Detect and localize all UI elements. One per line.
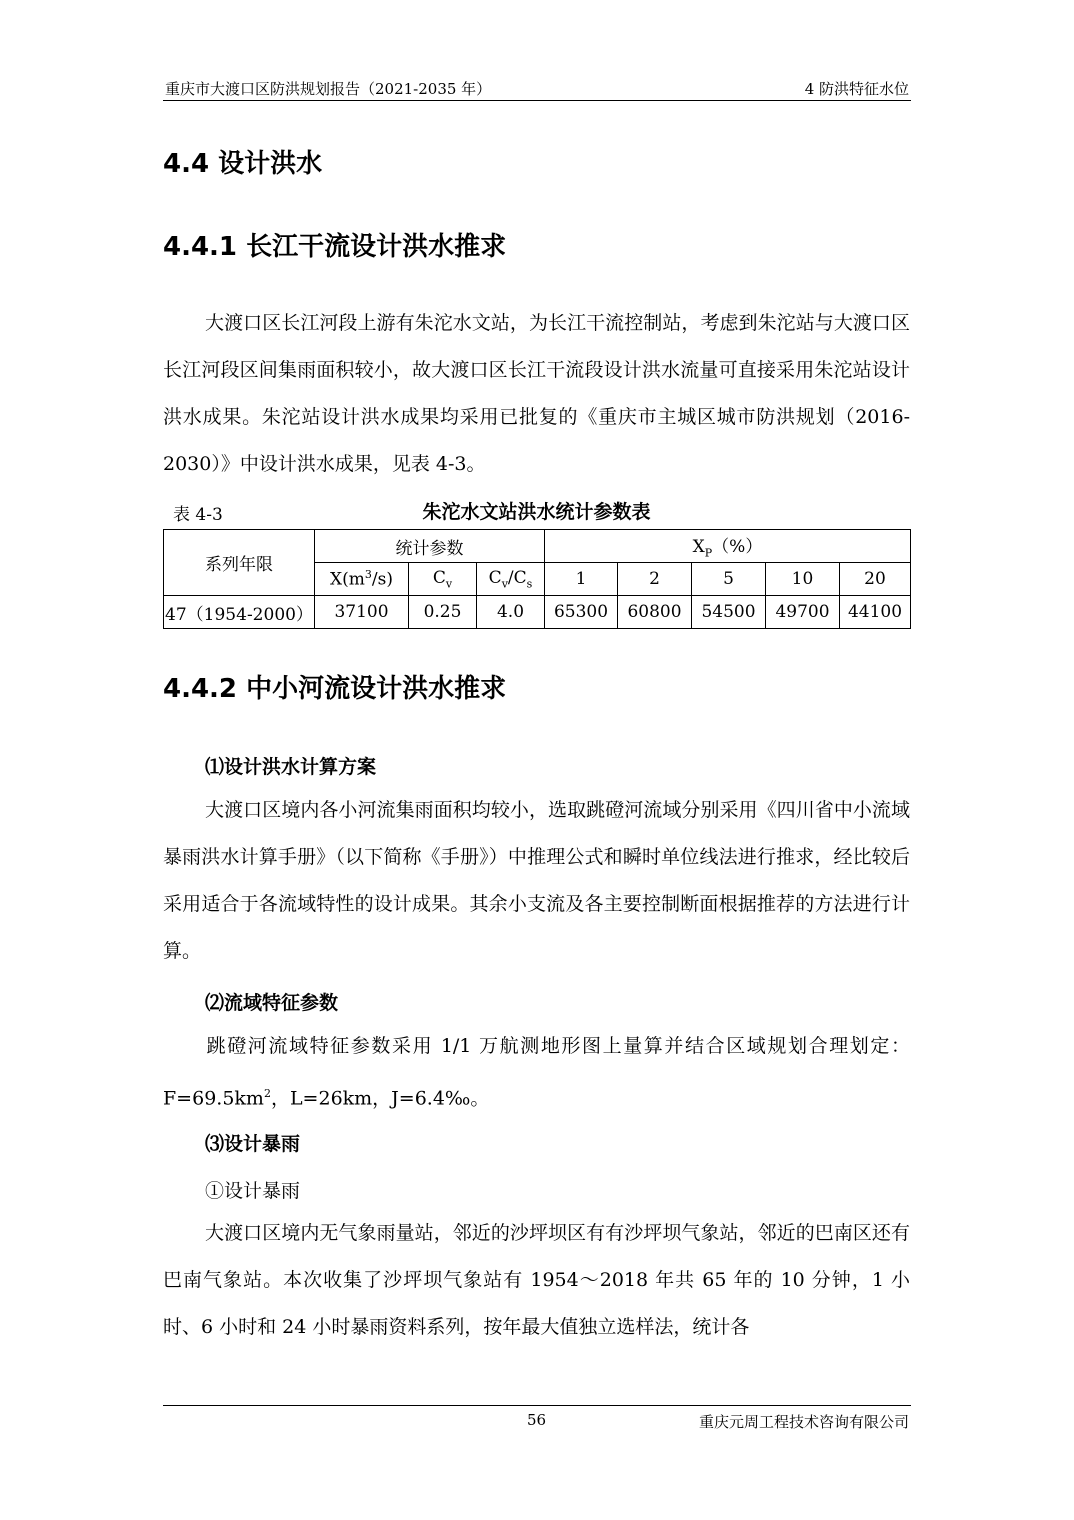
paragraph-calculation-scheme: [163, 787, 910, 975]
header-freq-5: 5: [692, 563, 766, 596]
table-title: 朱沱水文站洪水统计参数表: [422, 501, 651, 523]
paragraph-design-rainstorm-text: 大渡口区境内无气象雨量站，邻近的沙坪坝区有有沙坪坝气象站，邻近的巴南区还有巴南气象站。本次收集了沙坪坝气象站有 1954～2018 年共 65 年的 10 分钟，1 小时、6 小时和 24 小时暴雨资料系列，按年最大值独立选样法，统计各: [163, 1222, 910, 1338]
header-xp: $X_P(\%)$: [545, 530, 911, 563]
header-freq-1: 1: [545, 563, 618, 596]
page-number: 56: [527, 1411, 547, 1429]
paragraph-calculation-scheme-text: 大渡口区境内各小河流集雨面积均较小，选取跳磴河流域分别采用《四川省中小流域暴雨洪水计算手册》（以下简称《手册》）中推理公式和瞬时单位线法进行推求，经比较后采用适合于各流域特性的设计成果。其余小支流及各主要控制断面根据推荐的方法进行计算。: [163, 799, 910, 962]
header-chapter: 4 防洪特征水位: [804, 80, 909, 98]
table-row: [164, 596, 911, 629]
paragraph-basin-params: 跳磴河流域特征参数采用 1/1 万航测地形图上量算并结合区域规划合理划定：$F=69.5km^2$，L=26km，J=6.4‰。: [163, 1035, 910, 1110]
header-cv-cs-ratio: $C_v/C_s$: [477, 563, 545, 596]
footer-divider: [163, 1405, 911, 1406]
cell-value-10: 49700: [766, 596, 840, 629]
header-freq-10: 10: [766, 563, 840, 596]
cell-ratio: 4.0: [477, 596, 545, 629]
paragraph-yangtze: [163, 300, 910, 488]
header-freq-20: 20: [840, 563, 911, 596]
header-statistical-params: 统计参数: [315, 530, 545, 563]
subsection-title-2: 4.4.2 中小河流设计洪水推求: [163, 674, 507, 704]
header-mean-flow: $X(m^3/s)$: [315, 563, 409, 596]
item1-title: ⑴设计洪水计算方案: [205, 756, 377, 778]
flood-statistics-table: [163, 529, 911, 629]
header-report-title: 重庆市大渡口区防洪规划报告（2021-2035 年）: [165, 80, 492, 98]
section-title: 4.4 设计洪水: [163, 149, 323, 179]
header-series-years: 系列年限: [164, 530, 315, 596]
footer-company: 重庆元周工程技术咨询有限公司: [698, 1413, 909, 1431]
cell-x: 37100: [315, 596, 409, 629]
cell-value-5: 54500: [692, 596, 766, 629]
header-freq-2: 2: [618, 563, 692, 596]
paragraph-design-rainstorm: [163, 1210, 910, 1351]
cell-value-2: 60800: [618, 596, 692, 629]
item2-title: ⑵流域特征参数: [205, 992, 339, 1014]
header-cv: $C_v$: [409, 563, 477, 596]
subsection-title-1: 4.4.1 长江干流设计洪水推求: [163, 232, 507, 262]
cell-value-1: 65300: [545, 596, 618, 629]
cell-cv: 0.25: [409, 596, 477, 629]
cell-value-20: 44100: [840, 596, 911, 629]
item3-title: ⑶设计暴雨: [205, 1133, 301, 1155]
table-label: 表 4-3: [173, 505, 223, 525]
cell-series: 47（1954-2000）: [164, 596, 315, 629]
paragraph-yangtze-text: 大渡口区长江河段上游有朱沱水文站，为长江干流控制站，考虑到朱沱站与大渡口区长江河段区间集雨面积较小，故大渡口区长江干流段设计洪水流量可直接采用朱沱站设计洪水成果。朱沱站设计洪水成果均采用已批复的《重庆市主城区城市防洪规划（2016-2030）》中设计洪水成果，见表 4-3。: [163, 312, 910, 475]
item3-subtitle: ①设计暴雨: [205, 1180, 301, 1202]
page-header: [163, 78, 911, 101]
